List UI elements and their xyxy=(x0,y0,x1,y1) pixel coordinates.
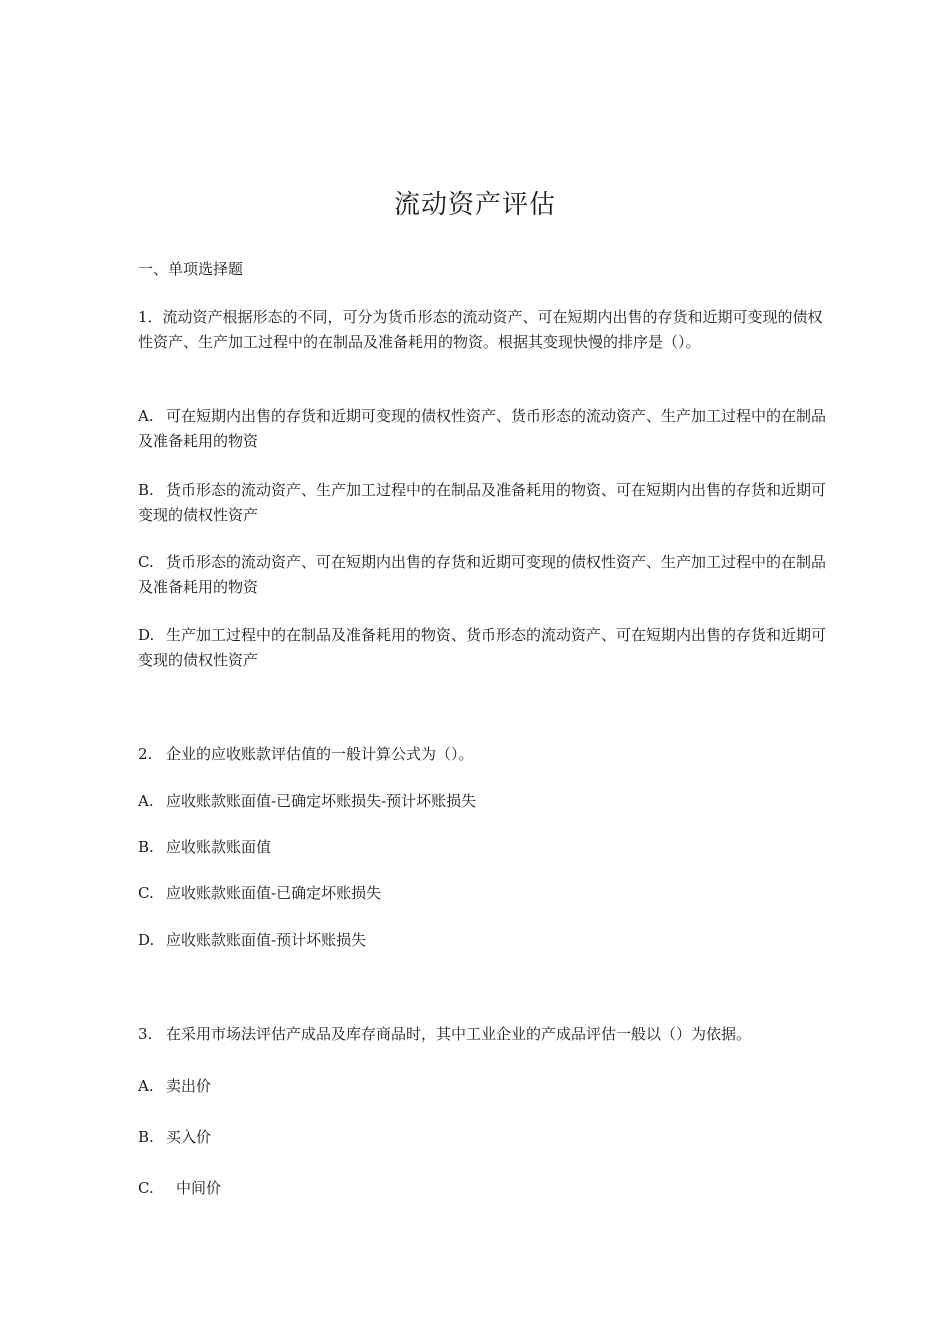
option-letter: D. xyxy=(138,626,155,644)
option-letter: A. xyxy=(138,407,154,425)
option-text: 应收账款账面值-已确定坏账损失 xyxy=(166,884,382,902)
question-1-stem: 1．流动资产根据形态的不同，可分为货币形态的流动资产、可在短期内出售的存货和近期可变现的债权性资产、生产加工过程中的在制品及准备耗用的物资。根据其变现快慢的排序是（）。 xyxy=(138,308,823,351)
question-number: 3. xyxy=(138,1025,153,1043)
option-letter: B. xyxy=(138,481,154,499)
option-text: 应收账款账面值 xyxy=(166,838,272,856)
document-title: 流动资产评估 xyxy=(393,190,556,220)
option-text: 应收账款账面值-预计坏账损失 xyxy=(166,931,367,949)
option-text: 中间价 xyxy=(176,1179,222,1197)
option-letter: C. xyxy=(138,1179,154,1197)
option-text: 货币形态的流动资产、可在短期内出售的存货和近期可变现的债权性资产、生产加工过程中的在制品及准备耗用的物资 xyxy=(138,553,827,596)
question-1-option-b xyxy=(138,478,828,528)
option-letter: A. xyxy=(138,792,154,810)
question-3-stem xyxy=(138,1022,838,1047)
option-text: 应收账款账面值-已确定坏账损失-预计坏账损失 xyxy=(166,792,477,810)
option-letter: A. xyxy=(138,1077,154,1095)
option-text: 买入价 xyxy=(166,1128,212,1146)
question-1-option-a xyxy=(138,404,828,454)
option-text: 生产加工过程中的在制品及准备耗用的物资、货币形态的流动资产、可在短期内出售的存货和近期可变现的债权性资产 xyxy=(138,626,827,669)
option-letter: C. xyxy=(138,553,154,571)
question-3-option-b xyxy=(138,1125,828,1150)
question-1-option-c xyxy=(138,550,828,600)
option-text: 卖出价 xyxy=(166,1077,212,1095)
question-text: 在采用市场法评估产成品及库存商品时，其中工业企业的产成品评估一般以（）为依据。 xyxy=(166,1025,752,1043)
question-text: 企业的应收账款评估值的一般计算公式为（）。 xyxy=(166,745,474,763)
question-2-option-b xyxy=(138,835,828,860)
question-2-option-c xyxy=(138,881,828,906)
option-letter: B. xyxy=(138,1128,154,1146)
option-text: 可在短期内出售的存货和近期可变现的债权性资产、货币形态的流动资产、生产加工过程中的在制品及准备耗用的物资 xyxy=(138,407,827,450)
option-letter: C. xyxy=(138,884,154,902)
question-number: 2. xyxy=(138,745,153,763)
option-letter: B. xyxy=(138,838,154,856)
option-letter: D. xyxy=(138,931,155,949)
option-text: 货币形态的流动资产、生产加工过程中的在制品及准备耗用的物资、可在短期内出售的存货和近期可变现的债权性资产 xyxy=(138,481,827,524)
question-2-option-a xyxy=(138,789,828,814)
question-2-stem xyxy=(138,742,828,767)
question-2-option-d xyxy=(138,928,828,953)
section-heading: 一、单项选择题 xyxy=(138,260,244,278)
question-1-option-d xyxy=(138,623,828,673)
question-3-option-c xyxy=(138,1176,828,1201)
question-3-option-a xyxy=(138,1074,828,1099)
